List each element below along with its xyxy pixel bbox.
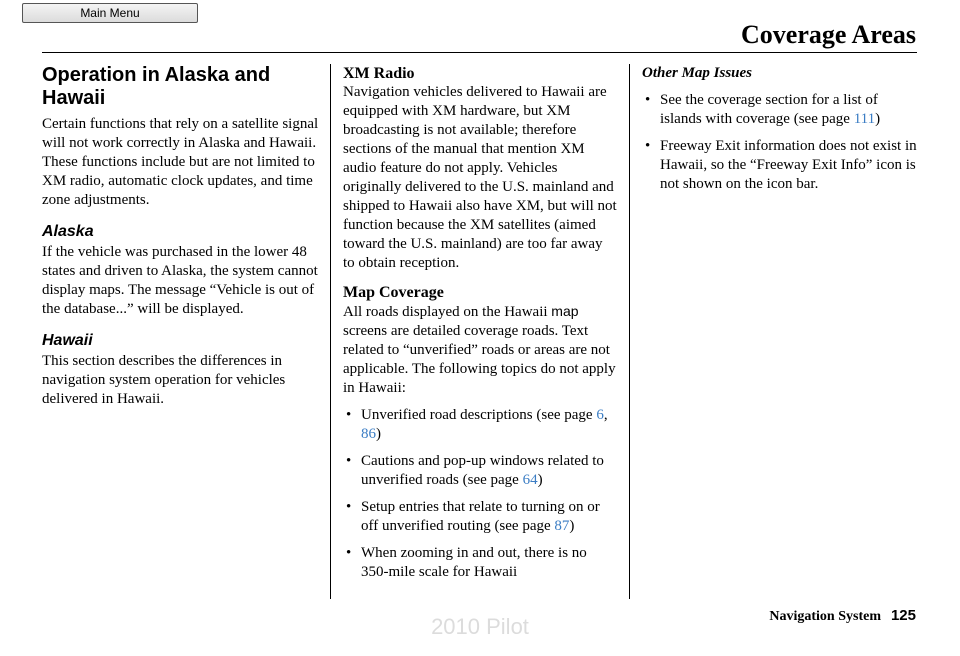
section-heading-alaska-hawaii: Operation in Alaska and Hawaii xyxy=(42,64,271,109)
list-item: • Setup entries that relate to turning on or off unverified routing (see page 87) xyxy=(343,498,617,536)
hawaii-heading: Hawaii xyxy=(42,332,93,349)
column-divider xyxy=(629,64,630,599)
other-map-issues-heading: Other Map Issues xyxy=(642,65,753,81)
xm-radio-heading: XM Radio xyxy=(343,65,415,82)
page-title: Coverage Areas xyxy=(741,20,916,49)
list-item: • Cautions and pop-up windows related to unverified roads (see page 64) xyxy=(343,452,617,490)
list-item: • See the coverage section for a list of islands with coverage (see page 111) xyxy=(642,91,920,129)
page-link-6[interactable]: 6 xyxy=(596,407,604,423)
header-rule xyxy=(42,52,917,53)
list-item: • When zooming in and out, there is no 350-mile scale for Hawaii xyxy=(343,544,617,582)
page-link-86[interactable]: 86 xyxy=(361,426,376,442)
column-left xyxy=(42,64,320,409)
intro-paragraph: Certain functions that rely on a satellite signal will not work correctly in Alaska and Hawaii. These functions include but are not limited to XM radio, automatic clock updates, and time zone adjustments. xyxy=(42,116,319,208)
main-menu-button[interactable]: Main Menu xyxy=(22,3,198,23)
map-coverage-list xyxy=(343,406,617,582)
list-item: • Freeway Exit information does not exist in Hawaii, so the “Freeway Exit Info” icon is not shown on the icon bar. xyxy=(642,137,920,194)
hawaii-paragraph: This section describes the differences in navigation system operation for vehicles delivered in Hawaii. xyxy=(42,353,286,407)
map-coverage-heading: Map Coverage xyxy=(343,284,444,301)
footer-label: Navigation System xyxy=(769,609,881,624)
watermark: 2010 Pilot xyxy=(431,614,529,639)
xm-radio-paragraph: Navigation vehicles delivered to Hawaii are equipped with XM hardware, but XM broadcasting is not available; therefore sections of the manual that mention XM audio feature do not apply. Vehicles originally delivered to the U.S. mainland and shipped to Hawaii also have XM, but will not function because the XM satellites (aimed toward the U.S. mainland) are too far away to obtain reception. xyxy=(343,84,617,271)
map-coverage-paragraph: All roads displayed on the Hawaii map screens are detailed coverage roads. Text related to “unverified” roads or areas are not applicable. The following topics do not apply in Hawaii: xyxy=(343,303,616,396)
page-number: 125 xyxy=(890,607,916,624)
column-divider xyxy=(330,64,331,599)
other-issues-list xyxy=(642,91,920,194)
page-link-87[interactable]: 87 xyxy=(554,518,570,534)
page-link-64[interactable]: 64 xyxy=(522,472,538,488)
alaska-paragraph: If the vehicle was purchased in the lower 48 states and driven to Alaska, the system cannot display maps. The message “Vehicle is out of the database...” will be displayed. xyxy=(42,244,318,317)
list-item: • Unverified road descriptions (see page 6, 86) xyxy=(343,406,617,444)
page-link-111[interactable]: 111 xyxy=(853,111,876,127)
alaska-heading: Alaska xyxy=(42,223,94,240)
column-middle xyxy=(343,64,617,590)
column-right xyxy=(642,64,920,202)
